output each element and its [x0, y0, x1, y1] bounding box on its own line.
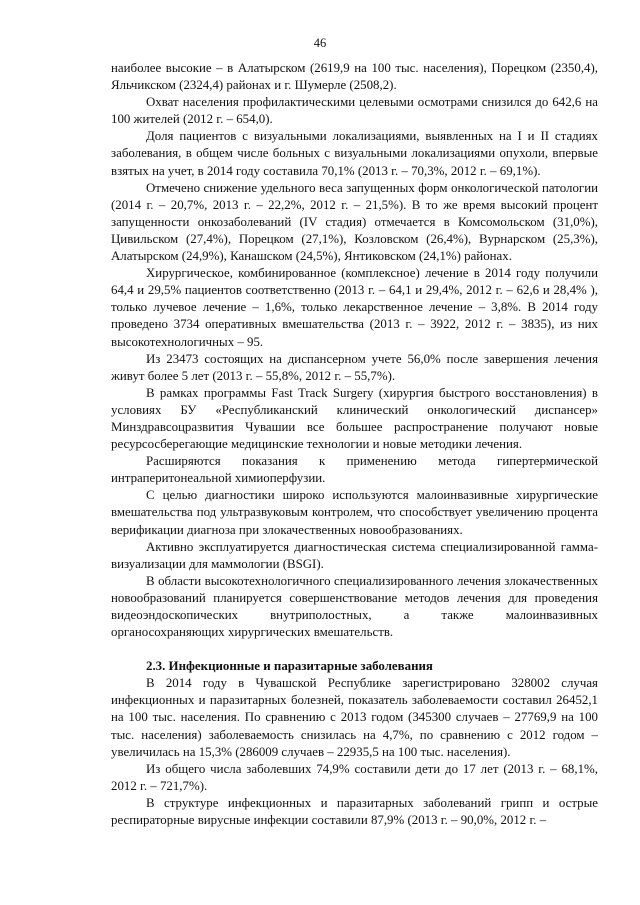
paragraph: Отмечено снижение удельного веса запущенных форм онкологической патологии (2014 г. – 20,7%, 2013 г. – 22,2%, 2012 г. – 21,5%). В то же время высокий процент запущенности онкозаболеваний (IV стадия) отмечается в Комсомольском (31,0%), Цивильском (27,4%), Порецком (27,1%), Козловском (26,4%), Вурнарском (25,3%), Алатырском (24,9%), Канашском (24,5%), Янтиковском (24,1%) районах.	[111, 180, 598, 264]
paragraph: Из общего числа заболевших 74,9% составили дети до 17 лет (2013 г. – 68,1%, 2012 г. – 721,7%).	[111, 761, 598, 793]
paragraph: Охват населения профилактическими целевыми осмотрами снизился до 642,6 на 100 жителей (2012 г. – 654,0).	[111, 95, 598, 127]
paragraph: В области высокотехнологичного специализированного лечения злокачественных новообразований планируется совершенствование методов лечения для проведения видеоэндоскопических внутриполостных, а также малоинвазивных органосохраняющих хирургических вмешательств.	[111, 573, 598, 640]
paragraph: Доля пациентов с визуальными локализациями, выявленных на I и II стадиях заболевания, в общем числе больных с визуальными локализациями опухоли, впервые взятых на учет, в 2014 году составила 70,1% (2013 г. – 70,3%, 2012 г. – 69,1%).	[111, 129, 598, 178]
page-number: 46	[313, 36, 327, 50]
page-content	[111, 60, 598, 829]
paragraph: Хирургическое, комбинированное (комплексное) лечение в 2014 году получили 64,4 и 29,5% пациентов соответственно (2013 г. – 64,1 и 29,4%, 2012 г. – 62,6 и 28,4% ), только лучевое лечение – 1,6%, только лекарственное лечение – 3,8%. В 2014 году проведено 3734 оперативных вмешательства (2013 г. – 3922, 2012 г. – 3835), из них высокотехнологичных – 95.	[111, 266, 598, 349]
paragraph: В структуре инфекционных и паразитарных заболеваний грипп и острые респираторные вирусные инфекции составили 87,9% (2013 г. – 90,0%, 2012 г. –	[111, 795, 598, 828]
paragraph: Активно эксплуатируется диагностическая система специализированной гамма-визуализации для маммологии (BSGI).	[111, 539, 598, 571]
paragraph: наиболее высокие – в Алатырском (2619,9 на 100 тыс. населения), Порецком (2350,4), Яльчикском (2324,4) районах и г. Шумерле (2508,2).	[111, 61, 598, 93]
paragraph: В рамках программы Fast Track Surgery (хирургия быстрого восстановления) в условиях БУ «Республиканский клинический онкологический диспансер» Минздравсоцразвития Чувашии все большее распространение получают новые ресурсосберегающие медицинские технологии и новые методики лечения.	[111, 385, 598, 452]
paragraph: Расширяются показания к применению метода гипертермической интраперитонеальной химиоперфузии.	[111, 454, 598, 486]
paragraph: В 2014 году в Чувашской Республике зарегистрировано 328002 случая инфекционных и паразитарных болезней, показатель заболеваемости составил 26452,1 на 100 тыс. населения. По сравнению с 2013 годом (345300 случаев – 27769,9 на 100 тыс. населения) заболеваемость снизилась на 4,7%, по сравнению с 2012 годом – увеличилась на 15,3% (286009 случаев – 22935,5 на 100 тыс. населения).	[111, 676, 598, 759]
section-heading: 2.3. Инфекционные и паразитарные заболевания	[146, 659, 433, 674]
paragraph: С целью диагностики широко используются малоинвазивные хирургические вмешательства под ультразвуковым контролем, что способствует увеличению процента верификации диагноза при злокачественных новообразованиях.	[111, 488, 598, 537]
paragraph: Из 23473 состоящих на диспансерном учете 56,0% после завершения лечения живут более 5 лет (2013 г. – 55,8%, 2012 г. – 55,7%).	[111, 351, 598, 383]
